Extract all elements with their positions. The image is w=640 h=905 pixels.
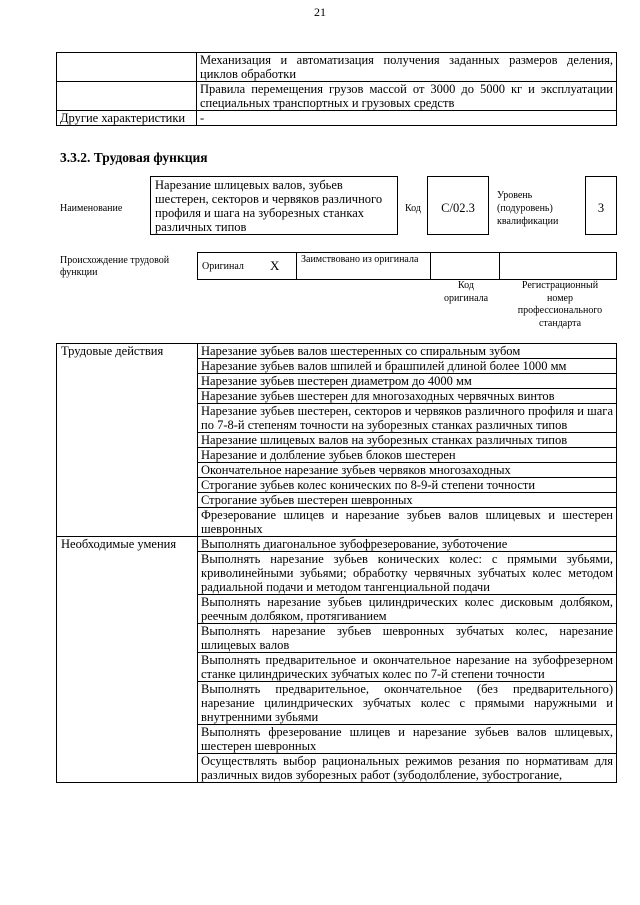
function-code-box: C/02.3 <box>427 176 489 235</box>
table-row <box>198 253 617 280</box>
skills-label: Необходимые умения <box>57 537 198 783</box>
skill-item: Выполнять диагональное зубофрезерование, зуботочение <box>198 537 617 552</box>
original-code-cell <box>431 253 500 280</box>
original-code-caption: Код оригинала <box>443 280 489 304</box>
skill-item: Выполнять фрезерование шлицев и нарезание зубьев валов шлицевых, шестерен шевронных <box>198 725 617 754</box>
origin-label: Происхождение трудовой функции <box>60 255 170 278</box>
function-name-box: Нарезание шлицевых валов, зубьев шестерен, секторов и червяков различного профиля и шага на зуборезных станках различных типов <box>150 176 398 235</box>
table-cell: Правила перемещения грузов массой от 3000 до 5000 кг и эксплуатации специальных транспортных и грузовых средств <box>197 82 617 111</box>
skill-item: Выполнять предварительное и окончательное нарезание на зубофрезерном станке цилиндрических зубчатых колес по 7-й степени точности <box>198 653 617 682</box>
empty-cell <box>57 53 197 82</box>
labor-action-item: Нарезание зубьев шестерен, секторов и червяков различного профиля и шага по 7-8-й степеням точности на зуборезных станках различных типов <box>198 404 617 433</box>
code-label: Код <box>405 203 421 214</box>
name-label: Наименование <box>60 203 123 214</box>
labor-action-item: Строгание зубьев колес конических по 8-9-й степени точности <box>198 478 617 493</box>
other-characteristics-value: - <box>197 111 617 126</box>
page-number: 21 <box>314 5 326 19</box>
labor-action-item: Фрезерование шлицев и нарезание зубьев валов шлицевых и шестерен шевронных <box>198 508 617 537</box>
labor-action-item: Нарезание зубьев шестерен для многозаходных червячных винтов <box>198 389 617 404</box>
labor-action-item: Нарезание шлицевых валов на зуборезных станках различных типов <box>198 433 617 448</box>
skill-item: Выполнять нарезание зубьев шевронных зубчатых колес, нарезание шлицевых валов <box>198 624 617 653</box>
labor-action-item: Нарезание зубьев валов шестеренных со спиральным зубом <box>198 344 617 359</box>
top-characteristics-table <box>56 52 617 126</box>
labor-function-table <box>56 343 617 783</box>
table-row <box>57 111 617 126</box>
origin-table <box>197 252 617 280</box>
other-characteristics-label: Другие характеристики <box>57 111 197 126</box>
section-heading: 3.3.2. Трудовая функция <box>60 150 208 165</box>
labor-action-item: Нарезание и долбление зубьев блоков шестерен <box>198 448 617 463</box>
qualification-level-label: Уровень (подуровень) квалификации <box>497 190 559 227</box>
skill-item: Выполнять предварительное, окончательное (без предварительного) нарезание цилиндрических зубчатых колес с прямыми наружными и внутренними зубьями <box>198 682 617 725</box>
empty-cell <box>57 82 197 111</box>
table-row <box>57 53 617 82</box>
table-row <box>57 344 617 359</box>
labor-action-item: Нарезание зубьев валов шпилей и брашпилей длиной более 1000 мм <box>198 359 617 374</box>
original-label: Оригинал <box>198 253 267 280</box>
skill-item: Выполнять нарезание зубьев цилиндрических колес дисковым долбяком, реечным долбяком, протягиванием <box>198 595 617 624</box>
qualification-level-box: 3 <box>585 176 617 235</box>
skill-item: Выполнять нарезание зубьев конических колес: с прямыми зубьями, криволинейными зубьями; обработку червячных зубчатых колес методом радиальной подачи и методом тангенциальной подачи <box>198 552 617 595</box>
original-mark: X <box>266 253 297 280</box>
table-row <box>57 537 617 552</box>
skill-item: Осуществлять выбор рациональных режимов резания по нормативам для различных видов зуборезных работ (зубодолбление, зубострогание, <box>198 754 617 783</box>
labor-action-item: Нарезание зубьев шестерен диаметром до 4000 мм <box>198 374 617 389</box>
labor-action-item: Строгание зубьев шестерен шевронных <box>198 493 617 508</box>
registration-number-caption: Регистрационный номер профессионального стандарта <box>517 280 603 329</box>
registration-number-cell <box>500 253 617 280</box>
labor-actions-label: Трудовые действия <box>57 344 198 537</box>
labor-action-item: Окончательное нарезание зубьев червяков многозаходных <box>198 463 617 478</box>
borrowed-label: Заимствовано из оригинала <box>297 253 431 280</box>
table-row <box>57 82 617 111</box>
table-cell: Механизация и автоматизация получения заданных размеров деления, циклов обработки <box>197 53 617 82</box>
